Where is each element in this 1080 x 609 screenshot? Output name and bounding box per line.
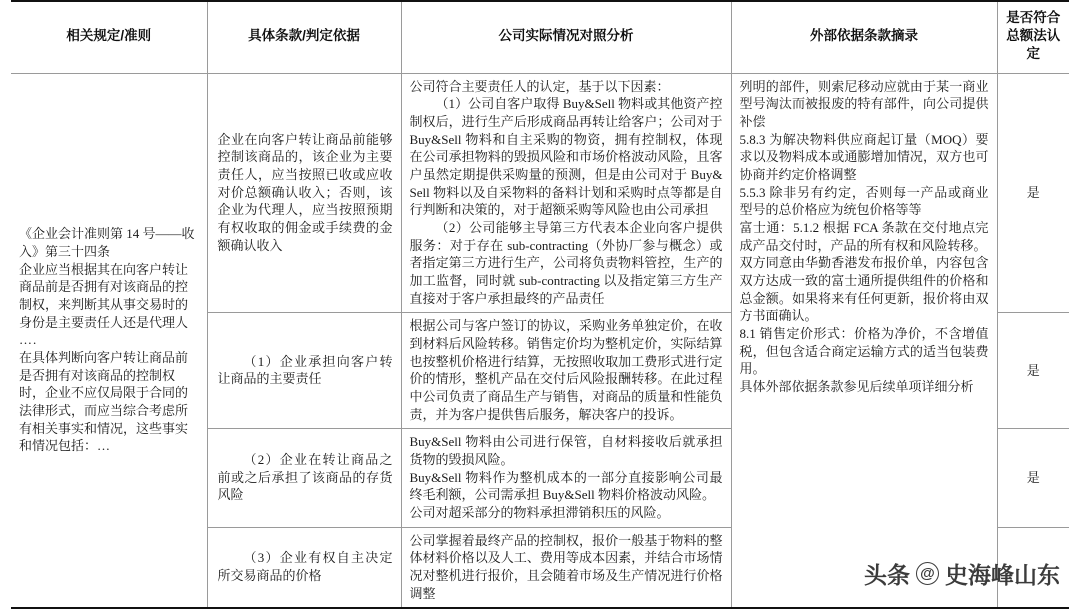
column-header-regulation: 相关规定/准则 [11,1,207,73]
external-basis-cell [731,73,997,608]
external-paragraph: 具体外部依据条款参见后续单项详细分析 [739,379,974,395]
criteria-ellipsis: …. [19,332,38,348]
analysis-paragraph: Buy&Sell 物料由公司进行保管，自材料接收后就承担货物的毁损风险。 [409,434,723,468]
external-paragraph: 富士通：5.1.2 根据 FCA 条款在交付地点完成产品交付时，产品的所有权和风险转移。 [739,220,989,253]
table-row [11,73,1069,313]
table-body [11,73,1069,608]
clause-cell [207,313,401,429]
analysis-cell [401,313,731,429]
criteria-paragraph-2: 在具体判断向客户转让商品前是否拥有对该商品的控制权时，企业不应仅局限于合同的法律形式，而应当综合考虑所有相关事实和情况，这些事实和情况包括：… [19,349,189,454]
external-paragraph: 5.8.3 为解决物料供应商起订量（MOQ）要求以及物料成本或通膨增加情况，双方也可协商并约定价格调整 [739,131,989,183]
analysis-paragraph: Buy&Sell 物料作为整机成本的一部分直接影响公司最终毛利额，公司需承担 Buy&Sell 物料价格波动风险。 [409,469,723,503]
analysis-cell [401,429,731,527]
external-paragraph: 列明的部件，则索尼移动应就由于某一商业型号淘汰而被报废的特有部件，向公司提供补偿 [739,78,989,129]
verdict-cell: 是 [997,429,1069,527]
at-icon: @ [916,562,939,585]
criteria-title: 《企业会计准则第 14 号——收入》第三十四条 [19,226,195,259]
analysis-paragraph: （2）公司能够主导第三方代表本企业向客户提供服务：对于存在 sub-contracting（外协厂参与概念）或者指定第三方进行生产，公司将负责物料管控，生产的加工监督，同时就 sub-contracting 以及指定第三方生产直接对于客户承担最终的产品责任 [409,220,723,306]
external-paragraph: 8.1 销售定价形式：价格为净价，不含增值税，但包含适合商定运输方式的适当包装费用。 [739,326,989,377]
clause-cell [207,527,401,608]
column-header-verdict: 是否符合总额法认定 [997,1,1069,73]
watermark-prefix: 头条 [864,562,910,588]
clause-text: （2）企业在转让商品之前或之后承担了该商品的存货风险 [217,452,393,503]
analysis-paragraph: 公司掌握着最终产品的控制权，报价一般基于物料的整体材料价格以及人工、费用等成本因素，并结合市场情况对整机进行报价，且会随着市场及生产情况进行价格调整 [409,532,723,601]
watermark-account: 史海峰山东 [945,562,1060,588]
verdict-cell: 是 [997,313,1069,429]
analysis-paragraph: （1）公司自客户取得 Buy&Sell 物料或其他资产控制权后，进行生产后形成商品再转让给客户；公司对于 Buy&Sell 物料和自主采购的物资，拥有控制权，体现在公司承担物料的毁损风险和市场价格波动风险，且客户虽然定期提供采购量的预测，但是由公司对于 Buy&Sell 物料以及自采物料的备料计划和采购时点等都是自行判断和决策的，对于超额采购等风险也由公司承担 [409,96,723,218]
analysis-paragraph: 根据公司与客户签订的协议，采购业务单独定价，在收到材料后风险转移。销售定价均为整机定价，实际结算也按整机价格进行结算，无按照收取加工费形式进行定价的情形，整机产品在交付后风险报酬转移。在此过程中公司负责了商品生产与销售，对商品的质量和性能负责，并为客户提供售后服务，解决客户的投诉。 [409,318,723,422]
analysis-cell [401,73,731,313]
column-header-analysis: 公司实际情况对照分析 [401,1,731,73]
compliance-table [11,0,1069,609]
column-header-clause: 具体条款/判定依据 [207,1,401,73]
clause-cell [207,73,401,313]
table-header [11,1,1069,73]
verdict-cell: 是 [997,73,1069,313]
criteria-paragraph-1: 企业应当根据其在向客户转让商品前是否拥有对该商品的控制权，来判断其从事交易时的身份是主要责任人还是代理人 [19,261,189,330]
external-paragraph: 双方同意由华勤香港发布报价单，内容包含双方达成一致的富士通所提供组件的价格和总金额。如果将来有任何更新，报价将由双方书面确认。 [739,255,989,324]
clause-text: 企业在向客户转让商品前能够控制该商品的，该企业为主要责任人，应当按照已收或应收对价总额确认收入；否则，该企业为代理人，应当按照预期有权收取的佣金或手续费的金额确认收入 [217,131,393,253]
clause-text: （3）企业有权自主决定所交易商品的价格 [217,550,393,584]
analysis-paragraph: 公司对超采部分的物料承担滞销积压的风险。 [409,505,670,521]
analysis-paragraph: 公司符合主要责任人的认定，基于以下因素： [409,78,670,94]
clause-text: （1）企业承担向客户转让商品的主要责任 [217,353,393,387]
criteria-cell [11,73,207,608]
clause-cell [207,429,401,527]
verdict-cell [997,527,1069,608]
external-paragraph: 5.5.3 除非另有约定，否则每一产品或商业型号的总价格应为统包价格等等 [739,184,989,218]
table-header-row [11,1,1069,73]
analysis-cell [401,527,731,608]
column-header-external-basis: 外部依据条款摘录 [731,1,997,73]
